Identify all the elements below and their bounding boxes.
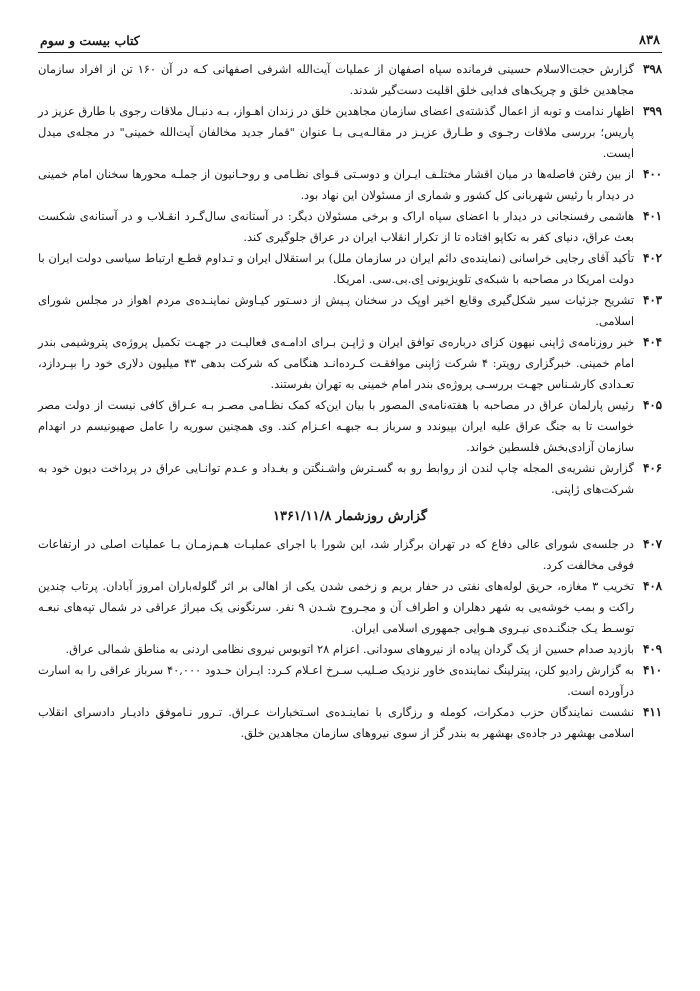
list-item — [38, 395, 662, 458]
item-text: به گزارش رادیو کلن، پیترلینگ نماینده‌ی خاور نزدیک صـلیب سـرخ اعـلام کـرد: ایـران حـدود ۴۰,۰۰۰ سرباز عراقی را به اسارت درآورده است. — [38, 663, 634, 698]
item-number: ۴۰۰ — [642, 167, 662, 181]
page-number: ۸۳۸ — [639, 33, 660, 48]
item-text: خبر روزنامه‌ی ژاپنی نیهون کزای درباره‌ی توافق ایران و ژاپـن بـرای ادامـه‌ی فعالیـت در جهـت تکمیل پروژه‌ی پتروشیمی بندر امام خمینی. خبرگزاری رویتر: ۴ شرکت ژاپنی موافقـت کـرده‌انـد هنگامی که شرکت بدهی ۴۳ میلیون دلاری خود را بپـردازد، تعـدادی کارشـناس جهـت بررسـی پروژه‌ی بندر امام خمینی به تهران بفرستند. — [38, 335, 635, 391]
list-item — [38, 702, 662, 744]
item-number: ۴۱۰ — [642, 663, 662, 677]
item-number: ۴۰۴ — [642, 335, 662, 349]
list-item — [38, 59, 662, 101]
list-item — [38, 248, 662, 290]
item-text: گزارش حجت‌الاسلام حسینی فرمانده سپاه اصفهان از عملیات آیت‌الله اشرفی اصفهانی کـه در آن ۱۶۰ تن از افراد سازمان مجاهدین خلق و چریک‌های فدایی خلق اقلیت دست‌گیر شدند. — [38, 62, 634, 97]
list-item — [38, 534, 662, 576]
item-text: گزارش نشریه‌ی المجله چاپ لندن از روابط رو به گسـترش واشـنگتن و بغـداد و عـدم توانـایی عراق در پرداخت دیون خود به شرکت‌های ژاپنی. — [38, 461, 634, 496]
item-text: اظهار ندامت و توبه از اعمال گذشته‌ی اعضای سازمان مجاهدین خلق در زندان اهـواز، بـه دنبـال ملاقات رجوی با طارق عزیز در پاریس؛ بررسی ملاقات رجـوی و طـارق عزیـز در مقالـه‌یـی بـا عنوان "قمار جدید مخالفان آیت‌الله خمینی" در مجله‌ی میدل ایست. — [38, 104, 634, 160]
list-item — [38, 332, 662, 395]
item-text: تشریح جزئیات سیر شکل‌گیری وقایع اخیر اوپک در سخنان پـیش از دسـتور کیـاوش نماینـده‌ی مردم اهواز در مجلس شورای اسلامی. — [38, 293, 634, 328]
item-number: ۴۰۷ — [642, 537, 662, 551]
list-item — [38, 660, 662, 702]
item-number: ۳۹۹ — [642, 104, 662, 118]
item-number: ۴۰۵ — [642, 398, 662, 412]
list-item — [38, 458, 662, 500]
section-heading: گزارش روزشمار ۱۳۶۱/۱۱/۸ — [272, 509, 428, 524]
list-item — [38, 164, 662, 206]
book-page — [38, 30, 662, 744]
item-text: در جلسه‌ی شورای عالی دفاع که در تهران برگزار شد، این شورا با اجرای عملیـات هـم‌زمـان بـا عملیات اصلی در ارتفاعات فوقی مخالفت کرد. — [38, 537, 634, 572]
item-number: ۴۰۲ — [642, 251, 662, 265]
item-text: رئیس پارلمان عراق در مصاحبه با هفته‌نامه‌ی المصور با بیان این‌که کمک نظـامی مصـر بـه عـراق کافی نیست از دولت مصر خواست تا به جنگ عراق علیه ایران بپیوندد و سرباز بـه جبهـه اعـزام کند. وی همچنین سوریه را عامل صهیونیسم در انهدام سازمان آزادی‌بخش فلسطین خواند. — [38, 398, 634, 454]
item-number: ۴۱۱ — [642, 705, 662, 719]
item-number: ۴۰۳ — [642, 293, 662, 307]
item-number: ۴۰۱ — [642, 209, 662, 223]
running-header — [38, 30, 662, 53]
item-text: بازدید صدام حسین از یک گردان پیاده از نیروهای سودانی. اعزام ۲۸ اتوبوس نیروی نظامی اردنی به مناطق شمالی عراق. — [65, 642, 634, 656]
list-item — [38, 576, 662, 639]
item-text: تأکید آقای رجایی خراسانی (نماینده‌ی دائم ایران در سازمان ملل) بر استقلال ایران و تـداوم قطـع ارتباط سیاسی دولت ایران با دولت امریکا در مصاحبه با شبکه‌ی تلویزیونی اِی.بی.سی. امریکا. — [38, 251, 634, 286]
list-item — [38, 101, 662, 164]
item-text: از بین رفتن فاصله‌ها در میان اقشار مختلـف ایـران و دوسـتی قـوای نظـامی و روحـانیون از جملـه محورها سخنان امام خمینی در دیدار با رئیس شهربانی کل کشور و شماری از مسئولان این نهاد بود. — [38, 167, 634, 202]
book-title: کتاب بیست و سوم — [40, 33, 140, 48]
list-item — [38, 639, 662, 660]
item-number: ۳۹۸ — [642, 62, 662, 76]
item-text: نشست نمایندگان حزب دمکرات، کومله و رزگاری با نماینـده‌ی اسـتخبارات عـراق. تـرور نـاموفق دادیـار دادسرای انقلاب اسلامی بهشهر در جاده‌ی بهشهر به بندر گز از سوی نیروهای سازمان مجاهدین خلق. — [38, 705, 634, 740]
item-text: هاشمی رفسنجانی در دیدار با اعضای سپاه اراک و برخی مسئولان دیگر: در آستانه‌ی سال‌گـرد انقـلاب و در آستانه‌ی شکست بعث عراق، دنیای کفر به تکاپو افتاده تا از تکرار انقلاب ایران در عراق جلوگیری کند. — [38, 209, 634, 244]
item-text: تخریب ۳ مغازه، حریق لوله‌های نفتی در حفار بریم و زخمی شدن یکی از اهالی بر اثر گلوله‌باران امروز آبادان. پرتاب چندین راکت و بمب خوشه‌یی به شهر دهلران و اطراف آن و مجـروح شـدن ۹ نفر. سرنگونی یک میراژ عراقی در شمال تپه‌های نبعـه توسـط یـک جنگنـده‌ی نیـروی هـوایی جمهوری اسلامی ایران. — [38, 579, 634, 635]
item-number: ۴۰۸ — [642, 579, 662, 593]
chronology-list-a — [38, 59, 662, 500]
list-item — [38, 290, 662, 332]
chronology-list-b — [38, 534, 662, 744]
item-number: ۴۰۹ — [642, 642, 662, 656]
item-number: ۴۰۶ — [642, 461, 662, 475]
list-item — [38, 206, 662, 248]
